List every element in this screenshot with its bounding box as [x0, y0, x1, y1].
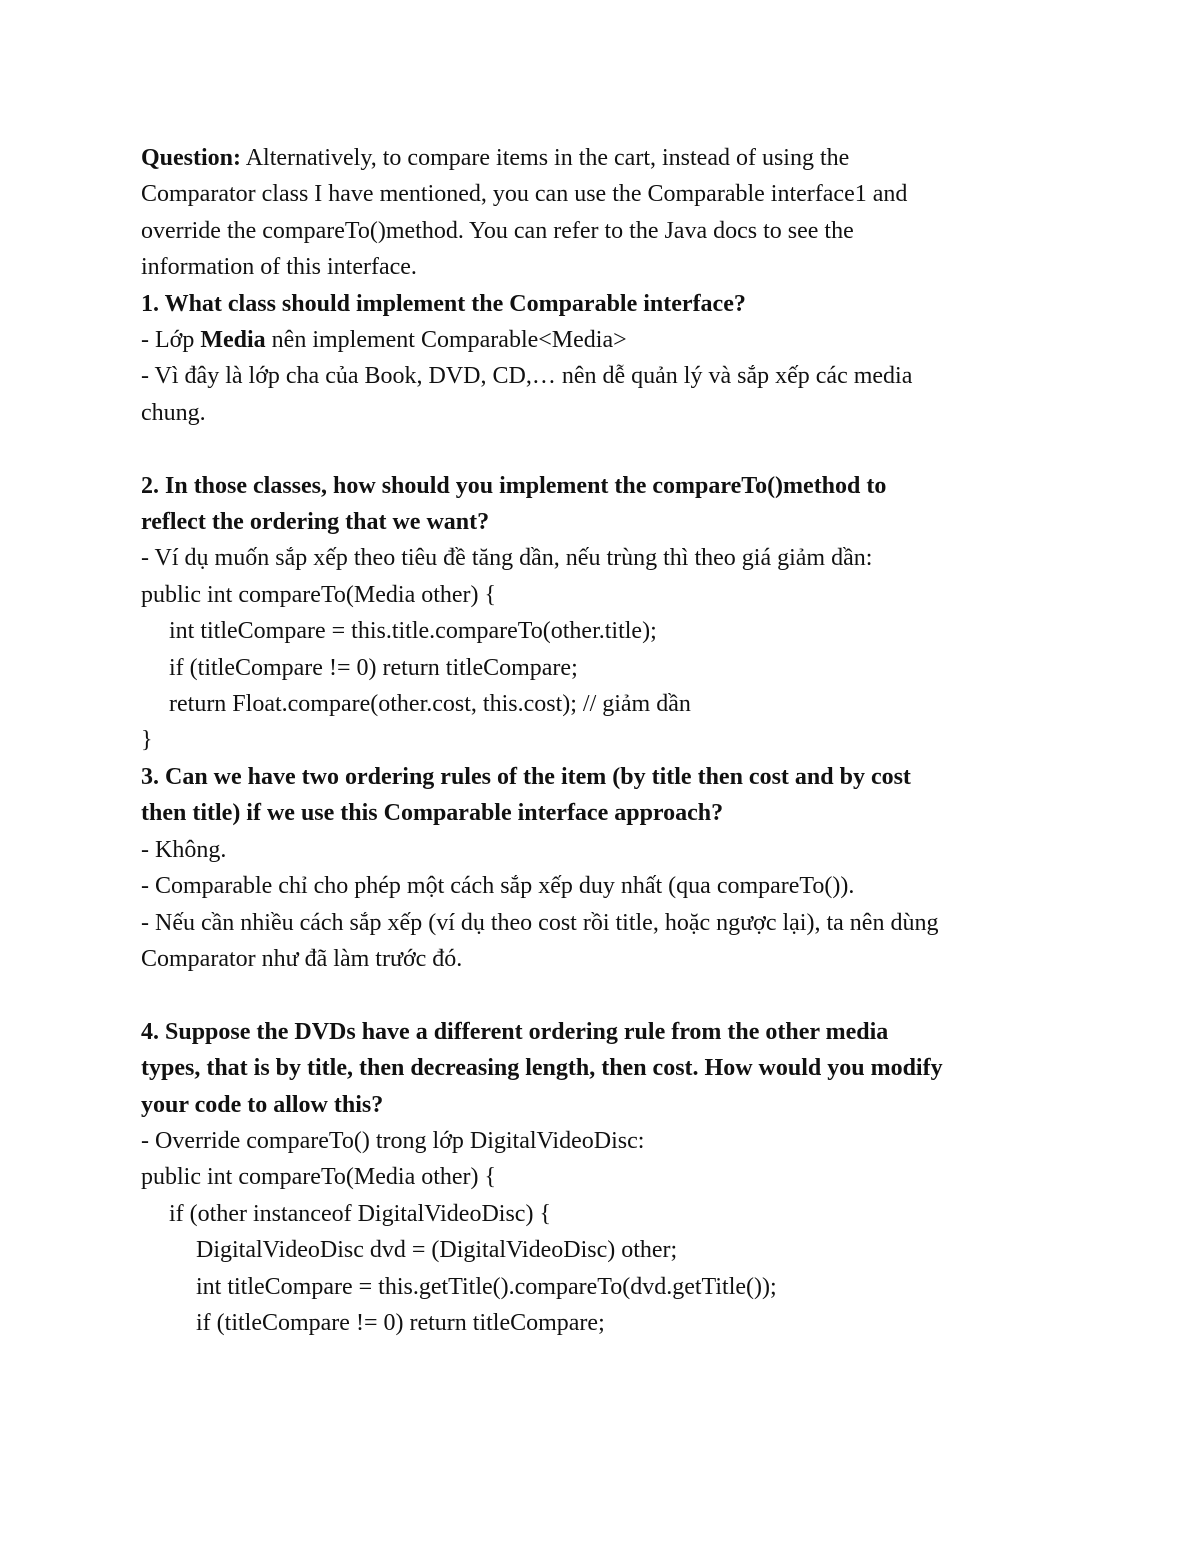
q3-answer: - Không.: [141, 836, 227, 863]
q4-code-line: if (titleCompare != 0) return titleCompare;: [196, 1309, 605, 1336]
q2-code-line: if (titleCompare != 0) return titleCompare;: [169, 654, 578, 681]
intro-text-1: Alternatively, to compare items in the cart, instead of using the: [241, 145, 850, 171]
question-label: Question:: [141, 145, 242, 171]
q2-code-line: int titleCompare = this.title.compareTo(other.title);: [169, 618, 657, 645]
q4-heading-line-2: types, that is by title, then decreasing length, then cost. How would you modify: [141, 1055, 943, 1082]
q2-heading-line-2: reflect the ordering that we want?: [141, 509, 490, 536]
q4-code-line: int titleCompare = this.getTitle().compareTo(dvd.getTitle());: [196, 1273, 777, 1300]
q2-heading-line-1: 2. In those classes, how should you implement the compareTo()method to: [141, 472, 887, 499]
q2-code-line: public int compareTo(Media other) {: [141, 581, 497, 608]
document-page: [141, 140, 1101, 1341]
intro-line-2: Comparator class I have mentioned, you can use the Comparable interface1 and: [141, 181, 908, 208]
q2-code-line: }: [141, 727, 153, 754]
q4-code-line: DigitalVideoDisc dvd = (DigitalVideoDisc) other;: [196, 1237, 678, 1264]
q1-answer-1-bold: Media: [200, 327, 266, 354]
q4-heading-line-1: 4. Suppose the DVDs have a different ordering rule from the other media: [141, 1018, 889, 1045]
q3-heading-line-2: then title) if we use this Comparable interface approach?: [141, 800, 724, 827]
q1-answer-1-prefix: - Lớp: [141, 327, 201, 354]
q1-answer-2-line-2: chung.: [141, 399, 206, 426]
q3-heading-line-1: 3. Can we have two ordering rules of the item (by title then cost and by cost: [141, 763, 911, 790]
q4-answer: - Override compareTo() trong lớp DigitalVideoDisc:: [141, 1127, 645, 1154]
intro-line-3: override the compareTo()method. You can refer to the Java docs to see the: [141, 217, 854, 244]
q4-heading-line-3: your code to allow this?: [141, 1091, 384, 1118]
q2-answer: - Ví dụ muốn sắp xếp theo tiêu đề tăng dần, nếu trùng thì theo giá giảm dần:: [141, 545, 873, 572]
q2-code-line: return Float.compare(other.cost, this.cost); // giảm dần: [169, 691, 691, 718]
q4-code-line: public int compareTo(Media other) {: [141, 1164, 497, 1191]
q3-answer: - Comparable chỉ cho phép một cách sắp xếp duy nhất (qua compareTo()).: [141, 873, 855, 900]
q3-answer: - Nếu cần nhiều cách sắp xếp (ví dụ theo cost rồi title, hoặc ngược lại), ta nên dùng: [141, 909, 939, 936]
q1-heading: 1. What class should implement the Comparable interface?: [141, 290, 746, 317]
spacer: [141, 431, 1101, 467]
intro-line-4: information of this interface.: [141, 254, 417, 281]
q1-answer-2-line-1: - Vì đây là lớp cha của Book, DVD, CD,… nên dễ quản lý và sắp xếp các media: [141, 363, 913, 390]
q1-answer-1: [141, 322, 1101, 358]
intro-line-1: [141, 140, 1101, 176]
spacer: [141, 977, 1101, 1013]
q1-answer-1-suffix: nên implement Comparable<Media>: [265, 327, 627, 354]
q4-code-line: if (other instanceof DigitalVideoDisc) {: [169, 1200, 551, 1227]
q3-answer: Comparator như đã làm trước đó.: [141, 945, 463, 972]
